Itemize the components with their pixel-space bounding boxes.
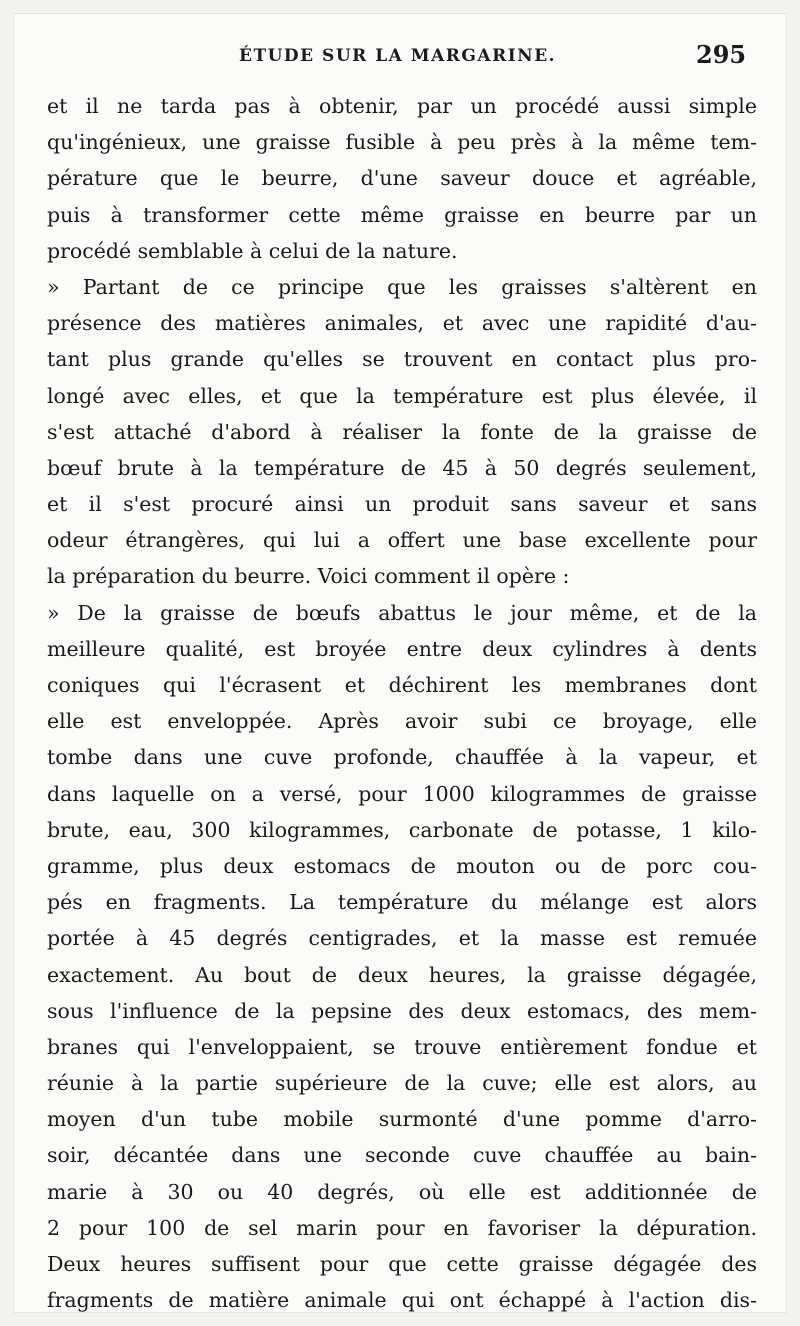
text-line: la préparation du beurre. Voici comment il opère :	[47, 564, 570, 589]
text-line: meilleure qualité, est broyée entre deux cylindres à dents	[47, 636, 757, 661]
text-line: réunie à la partie supérieure de la cuve; elle est alors, au	[47, 1071, 757, 1096]
text-line: branes qui l'enveloppaient, se trouve entièrement fondue et	[47, 1034, 757, 1059]
text-line: marie à 30 ou 40 degrés, où elle est additionnée de	[47, 1179, 757, 1204]
text-line: procédé semblable à celui de la nature.	[47, 238, 458, 263]
text-line: fragments de matière animale qui ont échappé à l'action dis-	[47, 1288, 757, 1313]
text-line: tant plus grande qu'elles se trouvent en contact plus pro-	[47, 347, 757, 372]
text-line: tombe dans une cuve profonde, chauffée à la vapeur, et	[47, 745, 757, 770]
book-page	[14, 14, 786, 1312]
text-line: » De la graisse de bœufs abattus le jour même, et de la	[47, 600, 757, 625]
text-line: coniques qui l'écrasent et déchirent les membranes dont	[47, 673, 757, 697]
body-text	[47, 88, 757, 1318]
text-line: et il ne tarda pas à obtenir, par un procédé aussi simple	[47, 94, 757, 118]
text-line: pés en fragments. La température du mélange est alors	[47, 890, 757, 915]
text-line: moyen d'un tube mobile surmonté d'une pomme d'arro-	[47, 1107, 757, 1132]
text-line: Deux heures suffisent pour que cette graisse dégagée des	[47, 1252, 757, 1276]
text-line: sous l'influence de la pepsine des deux estomacs, des mem-	[47, 998, 757, 1023]
text-line: bœuf brute à la température de 45 à 50 degrés seulement,	[47, 455, 757, 480]
text-line: soir, décantée dans une seconde cuve chauffée au bain-	[47, 1143, 757, 1168]
text-line: gramme, plus deux estomacs de mouton ou de porc cou-	[47, 853, 757, 878]
running-title: ÉTUDE SUR LA MARGARINE.	[239, 46, 557, 66]
text-line: puis à transformer cette même graisse en beurre par un	[47, 202, 757, 227]
text-line: présence des matières animales, et avec une rapidité d'au-	[47, 311, 757, 336]
text-line: pérature que le beurre, d'une saveur douce et agréable,	[47, 166, 757, 191]
running-head	[14, 38, 786, 74]
text-line: qu'ingénieux, une graisse fusible à peu près à la même tem-	[47, 130, 757, 155]
text-line: exactement. Au bout de deux heures, la graisse dégagée,	[47, 962, 757, 987]
text-line: brute, eau, 300 kilogrammes, carbonate de potasse, 1 kilo-	[47, 817, 757, 842]
text-line: portée à 45 degrés centigrades, et la masse est remuée	[47, 926, 757, 951]
text-line: et il s'est procuré ainsi un produit sans saveur et sans	[47, 492, 757, 517]
text-line: 2 pour 100 de sel marin pour en favoriser la dépuration.	[47, 1215, 757, 1240]
page-number: 295	[696, 40, 747, 69]
text-line: odeur étrangères, qui lui a offert une base excellente pour	[47, 528, 757, 553]
text-line: s'est attaché d'abord à réaliser la fonte de la graisse de	[47, 419, 757, 444]
text-line: » Partant de ce principe que les graisses s'altèrent en	[47, 274, 757, 299]
text-line: longé avec elles, et que la température est plus élevée, il	[47, 383, 757, 408]
text-line: dans laquelle on a versé, pour 1000 kilogrammes de graisse	[47, 781, 757, 806]
text-line: elle est enveloppée. Après avoir subi ce broyage, elle	[47, 709, 757, 734]
